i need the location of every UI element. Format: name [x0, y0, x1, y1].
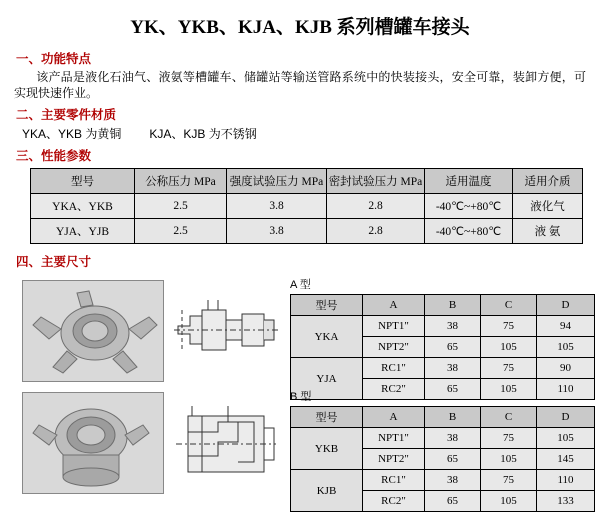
dim-model-cell: YJA — [291, 358, 363, 400]
table-row — [31, 194, 583, 219]
dim-cell: RC2" — [363, 491, 425, 512]
dim-cell: 110 — [537, 379, 595, 400]
dim-cell: NPT1" — [363, 316, 425, 337]
spec-header-cell: 适用温度 — [425, 169, 513, 194]
dim-cell: RC2" — [363, 379, 425, 400]
dim-header-cell: 型号 — [291, 295, 363, 316]
dim-cell: RC1" — [363, 470, 425, 491]
spec-cell: -40℃~+80℃ — [425, 194, 513, 219]
spec-cell: 3.8 — [227, 194, 327, 219]
table-header-row — [291, 295, 595, 316]
dim-header-cell: D — [537, 295, 595, 316]
dim-table-b-caption: B 型 — [290, 391, 312, 403]
dim-header-cell: B — [425, 295, 481, 316]
dim-cell: 105 — [481, 491, 537, 512]
spec-header-cell: 型号 — [31, 169, 135, 194]
dim-table-b-wrap — [290, 388, 595, 512]
dim-header-cell: 型号 — [291, 407, 363, 428]
dim-header-cell: C — [481, 295, 537, 316]
table-header-row — [31, 169, 583, 194]
spec-cell: 2.8 — [327, 219, 425, 244]
spec-header-cell: 公称压力 MPa — [135, 169, 227, 194]
dim-cell: 110 — [537, 470, 595, 491]
spec-cell: 3.8 — [227, 219, 327, 244]
table-row — [291, 316, 595, 337]
dim-cell: 105 — [537, 337, 595, 358]
dim-cell: NPT2" — [363, 337, 425, 358]
spec-cell: 2.5 — [135, 194, 227, 219]
section-heading-dimensions: 四、主要尺寸 — [16, 255, 92, 269]
dim-cell: NPT2" — [363, 449, 425, 470]
dim-cell: 145 — [537, 449, 595, 470]
table-row — [291, 358, 595, 379]
dim-table-a-wrap — [290, 276, 595, 400]
dim-cell: 65 — [425, 337, 481, 358]
spec-header-cell: 强度试验压力 MPa — [227, 169, 327, 194]
features-text — [14, 69, 586, 101]
spec-table — [30, 168, 583, 244]
dim-cell: 38 — [425, 358, 481, 379]
photo-b — [22, 392, 164, 494]
spec-cell: -40℃~+80℃ — [425, 219, 513, 244]
dim-cell: 75 — [481, 358, 537, 379]
dim-cell: 105 — [481, 449, 537, 470]
dim-model-cell: YKB — [291, 428, 363, 470]
spec-cell: 2.8 — [327, 194, 425, 219]
photo-a — [22, 280, 164, 382]
dim-cell: 38 — [425, 316, 481, 337]
page-title: YK、YKB、KJA、KJB 系列槽罐车接头 — [130, 17, 470, 38]
dim-cell: 90 — [537, 358, 595, 379]
spec-cell: YJA、YJB — [31, 219, 135, 244]
dim-cell: 65 — [425, 379, 481, 400]
dim-table-a-caption: A 型 — [290, 279, 311, 291]
spec-header-cell: 密封试验压力 MPa — [327, 169, 425, 194]
dim-cell: 105 — [537, 428, 595, 449]
table-row — [291, 428, 595, 449]
dim-cell: 38 — [425, 470, 481, 491]
features-text-content: 该产品是液化石油气、液氨等槽罐车、储罐站等输送管路系统中的快装接头，安全可靠，装卸方便，可实现快速作业。 — [14, 70, 586, 100]
dim-cell: 75 — [481, 470, 537, 491]
materials-line — [22, 125, 600, 142]
dim-header-cell: D — [537, 407, 595, 428]
dim-model-cell: KJB — [291, 470, 363, 512]
table-row — [31, 219, 583, 244]
dim-cell: 75 — [481, 316, 537, 337]
dim-table-a — [290, 294, 595, 400]
section-heading-materials: 二、主要零件材质 — [16, 108, 117, 122]
dim-cell: 75 — [481, 428, 537, 449]
table-row — [291, 470, 595, 491]
spec-header-cell: 适用介质 — [513, 169, 583, 194]
dim-cell: 133 — [537, 491, 595, 512]
dim-cell: 65 — [425, 491, 481, 512]
spec-cell: YKA、YKB — [31, 194, 135, 219]
spec-cell: 液 氨 — [513, 219, 583, 244]
dim-cell: 105 — [481, 337, 537, 358]
dim-header-cell: B — [425, 407, 481, 428]
drawing-a — [172, 280, 280, 380]
table-header-row — [291, 407, 595, 428]
dim-cell: 94 — [537, 316, 595, 337]
dim-header-cell: A — [363, 295, 425, 316]
dim-table-b — [290, 406, 595, 512]
drawing-b — [172, 392, 280, 492]
materials-left: YKA、YKB 为黄铜 — [22, 127, 122, 141]
dim-cell: RC1" — [363, 358, 425, 379]
dim-cell: 65 — [425, 449, 481, 470]
section-heading-features: 一、功能特点 — [16, 52, 92, 66]
materials-right: KJA、KJB 为不锈钢 — [149, 127, 257, 141]
spec-cell: 2.5 — [135, 219, 227, 244]
dim-cell: 38 — [425, 428, 481, 449]
section-heading-performance: 三、性能参数 — [16, 149, 92, 163]
dim-model-cell: YKA — [291, 316, 363, 358]
dim-cell: NPT1" — [363, 428, 425, 449]
dim-header-cell: C — [481, 407, 537, 428]
dim-cell: 105 — [481, 379, 537, 400]
dim-header-cell: A — [363, 407, 425, 428]
spec-cell: 液化气 — [513, 194, 583, 219]
